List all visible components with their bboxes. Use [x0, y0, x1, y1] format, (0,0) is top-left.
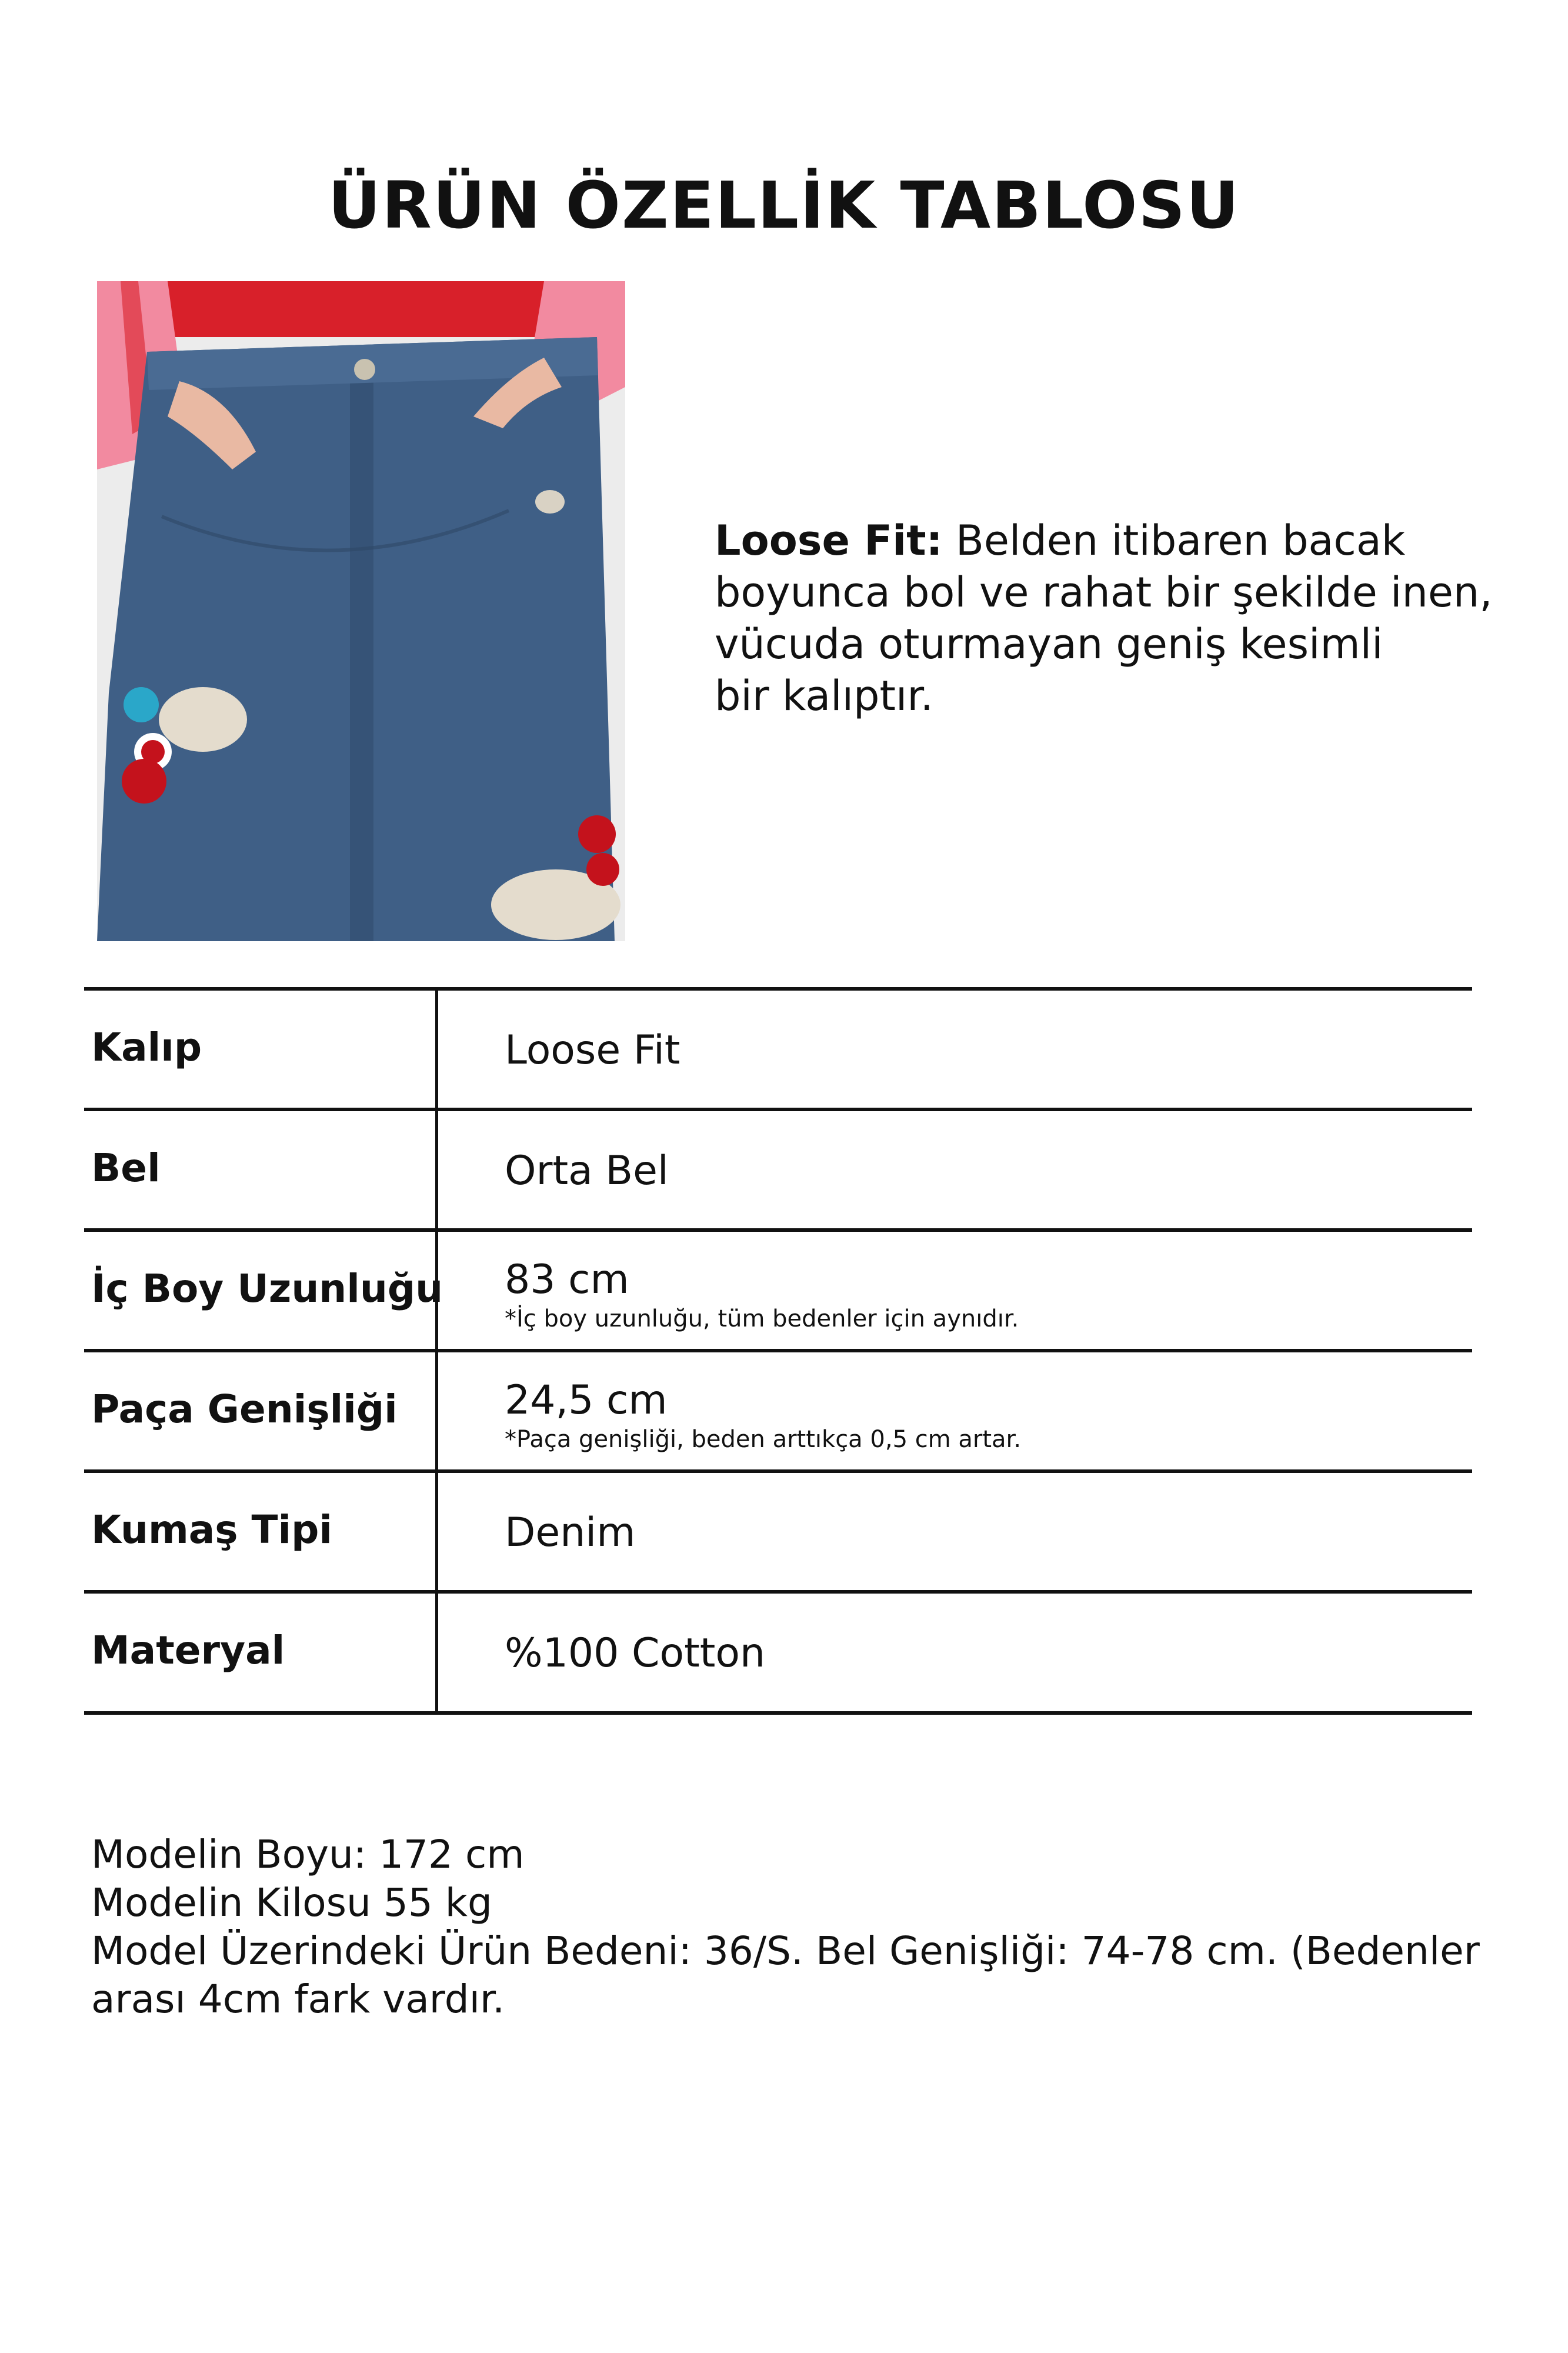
- model-info-line: Model Üzerindeki Ürün Bedeni: 36/S. Bel Genişliği: 74-78 cm. (Bedenler: [91, 1928, 1480, 1974]
- column-divider: [435, 1594, 438, 1711]
- column-divider: [435, 991, 438, 1108]
- table-row: [84, 1469, 1472, 1590]
- spec-label: Bel: [91, 1145, 161, 1191]
- spec-label: Kumaş Tipi: [91, 1507, 333, 1552]
- column-divider: [435, 1111, 438, 1228]
- spec-label: Kalıp: [91, 1025, 202, 1070]
- column-divider: [435, 1473, 438, 1590]
- spec-value: 83 cm: [505, 1257, 629, 1303]
- spec-note: *İç boy uzunluğu, tüm bedenler için aynıdır.: [505, 1305, 1019, 1332]
- table-row: [84, 987, 1472, 1108]
- product-photo: [97, 281, 625, 941]
- spec-note: *Paça genişliği, beden arttıkça 0,5 cm artar.: [505, 1426, 1022, 1453]
- fit-description-lead: Loose Fit:: [715, 516, 943, 565]
- spec-value: Loose Fit: [505, 1027, 680, 1074]
- fit-description: [715, 515, 1526, 722]
- page-title: ÜRÜN ÖZELLİK TABLOSU: [328, 168, 1240, 243]
- model-info-line: Modelin Kilosu 55 kg: [91, 1880, 492, 1925]
- table-row: [84, 1590, 1472, 1715]
- spec-label: İç Boy Uzunluğu: [91, 1266, 443, 1311]
- model-info: [91, 1831, 1479, 2024]
- spec-value: Denim: [505, 1509, 636, 1556]
- fit-description-line: bir kalıptır.: [715, 672, 933, 720]
- fit-description-line: boyunca bol ve rahat bir şekilde inen,: [715, 568, 1493, 616]
- column-divider: [435, 1352, 438, 1469]
- spec-label: Materyal: [91, 1628, 285, 1673]
- spec-value: 24,5 cm: [505, 1377, 668, 1424]
- jeans-photo-icon: [97, 281, 625, 941]
- spec-value: Orta Bel: [505, 1148, 669, 1194]
- spec-table: [84, 987, 1472, 1715]
- model-info-line: arası 4cm fark vardır.: [91, 1977, 505, 2022]
- table-row: [84, 1349, 1472, 1469]
- model-info-line: Modelin Boyu: 172 cm: [91, 1832, 525, 1877]
- spec-value: %100 Cotton: [505, 1630, 766, 1677]
- fit-description-line: vücuda oturmayan geniş kesimli: [715, 620, 1383, 668]
- table-row: [84, 1228, 1472, 1349]
- fit-description-line: Belden itibaren bacak: [942, 516, 1406, 565]
- spec-label: Paça Genişliği: [91, 1387, 398, 1432]
- table-row: [84, 1108, 1472, 1228]
